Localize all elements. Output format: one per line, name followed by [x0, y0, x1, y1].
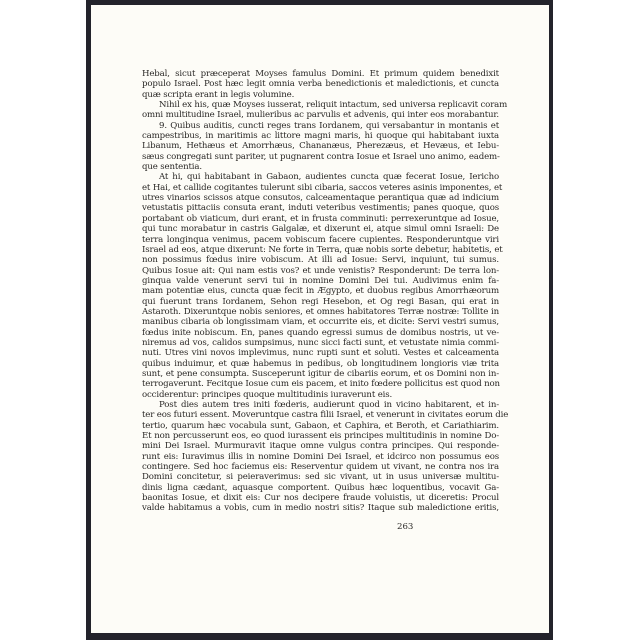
page-number: 263 [397, 522, 414, 532]
text-line: vetustatis pittaciis consuta erant, induti veteribus vestimentis; panes quoque, quos [142, 203, 499, 214]
paragraph-start-line: Nihil ex his, quæ Moyses iusserat, reliquit intactum, sed universa replicavit coram [159, 100, 508, 111]
text-line: Domini concitetur, si peieraverimus: sed sic vivant, ut in usus universæ multitu- [142, 472, 499, 483]
text-line: non possimus fœdus inire vobiscum. At illi ad Iosue: Servi, inquiunt, tui sumus. [142, 255, 499, 266]
text-line: mam potentiæ eius, cuncta quæ fecit in Ægypto, et duobus regibus Amorrhæorum [142, 286, 499, 297]
text-line: fœdus inite nobiscum. En, panes quando egressi sumus de domibus nostris, ut ve- [142, 327, 499, 338]
text-line: terrogaverunt. Fecitque Iosue cum eis pacem, et inito fœdere pollicitus est quod non [142, 379, 500, 390]
text-line: Libanum, Hethæus et Amorrhæus, Chananæus, Pherezæus, et Hevæus, et Iebu- [142, 141, 499, 152]
text-line: omni multitudine Israel, mulieribus ac parvulis et advenis, qui inter eos morabantur. [142, 110, 499, 121]
text-line: valde habitamus a vobis, cum in medio nostri sitis? Itaque sub maledictione eritis, [142, 503, 499, 514]
text-line: tertio, quarum hæc vocabula sunt, Gabaon, et Caphira, et Beroth, et Cariathiarim. [142, 420, 499, 431]
text-line: qui tunc morabatur in castris Galgalæ, et dixerunt ei, atque simul omni Israeli: De [142, 224, 499, 235]
text-line: sunt, et pene consumpta. Susceperunt igitur de cibariis eorum, et os Domini non in- [142, 368, 499, 379]
body-text [142, 69, 509, 514]
text-line: portabant ob viaticum, duri erant, et in frusta comminuti: perrexeruntque ad Iosue, [142, 213, 499, 224]
text-line: et Hai, et callide cogitantes tulerunt sibi cibaria, saccos veteres asinis imponentes, et [142, 182, 503, 193]
paragraph-start-line: Post dies autem tres initi fœderis, audierunt quod in vicino habitarent, et in- [159, 400, 499, 410]
text-line: que sententia. [142, 162, 202, 173]
text-line: baonitas Iosue, et dixit eis: Cur nos decipere fraude voluistis, ut diceretis: Procul [142, 493, 499, 504]
text-line: nuti. Utres vini novos implevimus, nunc rupti sunt et soluti. Vestes et calceamenta [142, 348, 499, 359]
text-line: Et non percusserunt eos, eo quod iurassent eis principes multitudinis in nomine Do- [142, 431, 499, 442]
text-line: quibus induimur, et quæ habemus in pedibus, ob longitudinem longioris viæ trita [142, 358, 499, 369]
paragraph-start-line: 9. Quibus auditis, cuncti reges trans Iordanem, qui versabantur in montanis et [159, 120, 499, 131]
text-line: Quibus Iosue ait: Qui nam estis vos? et unde venistis? Responderunt: De terra lon- [142, 265, 499, 276]
text-line: Israel ad eos, atque dixerunt: Ne forte in Terra, quæ nobis sorte debetur, habitetis, et [142, 244, 503, 255]
text-line: contingere. Sed hoc faciemus eis: Reserventur quidem ut vivant, ne contra nos ira [142, 462, 499, 473]
text-line: qui fuerunt trans Iordanem, Sehon regi Hesebon, et Og regi Basan, qui erat in [142, 296, 499, 307]
text-line: terra longinqua venimus, pacem vobiscum facere cupientes. Responderuntque viri [142, 234, 499, 245]
text-line: runt eis: Iuravimus illis in nomine Domini Dei Israel, et idcirco non possumus eos [142, 451, 499, 462]
text-line: Hebal, sicut præceperat Moyses famulus Domini. Et primum quidem benedixit [142, 69, 499, 79]
text-line: campestribus, in maritimis ac littore magni maris, hi quoque qui habitabant iuxta [142, 131, 499, 142]
text-line: occiderentur: principes quoque multitudinis iuraverunt eis. [142, 389, 393, 400]
text-line: quæ scripta erant in legis volumine. [142, 89, 295, 100]
text-line: niremus ad vos, calidos sumpsimus, nunc sicci facti sunt, et vetustate nimia commi- [142, 337, 499, 348]
text-line: ter eos futuri essent. Moveruntque castra filii Israel, et venerunt in civitates eorum die [142, 410, 509, 421]
text-line: mini Dei Israel. Murmuravit itaque omne vulgus contra principes. Qui responde- [142, 441, 499, 452]
text-line: populo Israel. Post hæc legit omnia verba benedictionis et maledictionis, et cuncta [142, 79, 499, 90]
text-line: dinis ligna cædant, aquasque comportent. Quibus hæc loquentibus, vocavit Ga- [142, 482, 499, 493]
text-line: utres vinarios scissos atque consutos, calceamentaque perantiqua quæ ad indicium [142, 193, 499, 204]
text-line: sæus congregati sunt pariter, ut pugnarent contra Iosue et Israel uno animo, eadem- [142, 151, 500, 162]
text-line: Astaroth. Dixeruntque nobis seniores, et omnes habitatores Terræ nostræ: Tollite in [142, 306, 499, 317]
paragraph-start-line: At hi, qui habitabant in Gabaon, audientes cuncta quæ fecerat Iosue, Iericho [159, 172, 499, 183]
text-line: manibus cibaria ob longissimam viam, et occurrite eis, et dicite: Servi vestri sumus, [142, 317, 499, 328]
text-line: ginqua valde venerunt servi tui in nomine Domini Dei tui. Audivimus enim fa- [142, 275, 499, 286]
